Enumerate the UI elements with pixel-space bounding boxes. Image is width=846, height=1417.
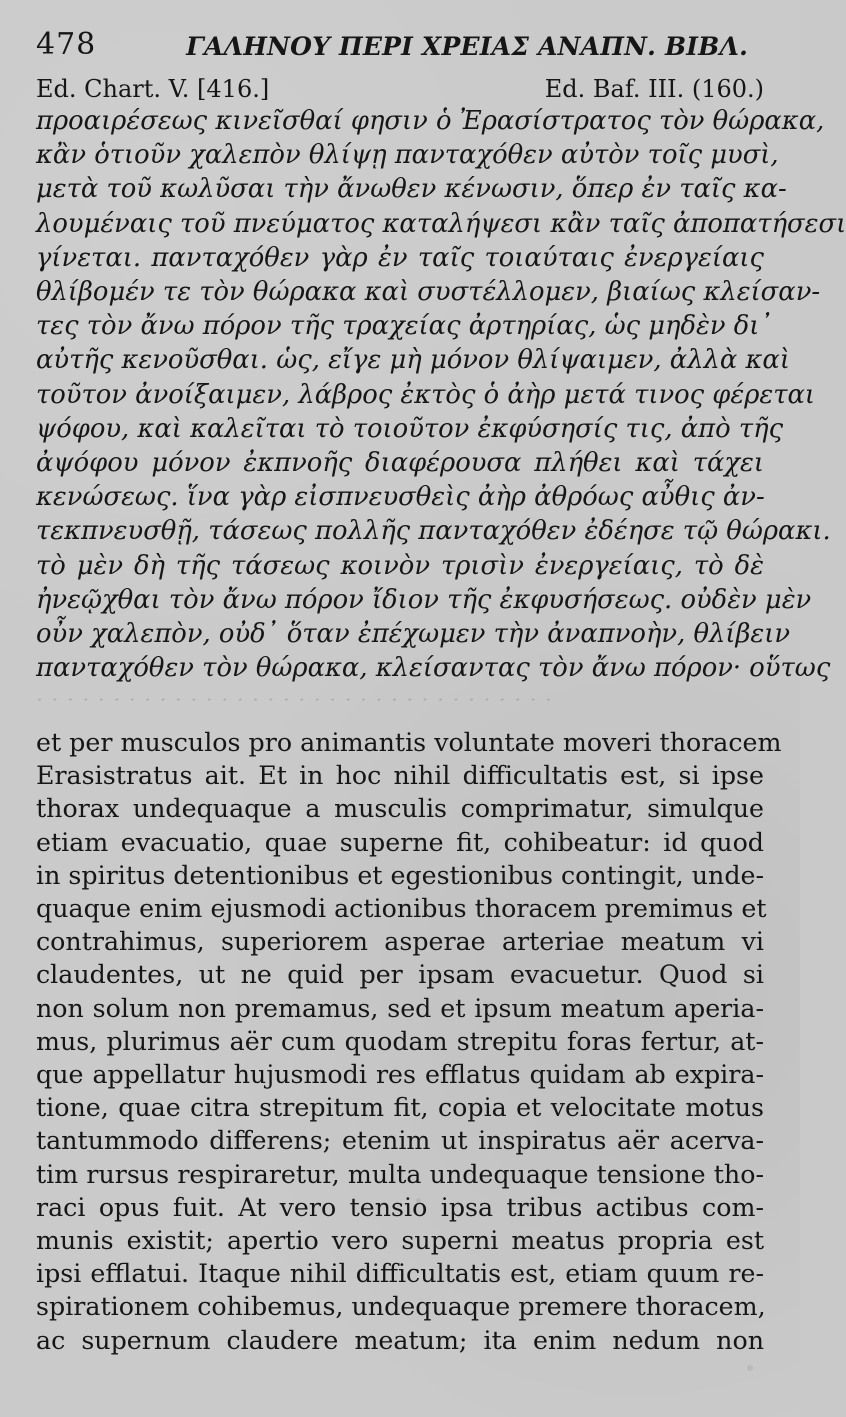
- greek-text-line: τες τὸν ἄνω πόρον τῆς τραχείας ἀρτηρίας, ὡς μηδὲν δι᾽: [36, 311, 773, 342]
- chart-edition-reference: Ed. Chart. V. [416.]: [36, 75, 270, 103]
- bleed-through-text: · · · · · · · · · · · · · · · · · · · · · · · · · · · · · · · · · ·: [36, 691, 553, 709]
- latin-text-line: tim rursus respiraretur, multa undequaque tensione tho-: [36, 1159, 764, 1189]
- greek-text-line: ἠνεῷχθαι τὸν ἄνω πόρον ἴδιον τῆς ἐκφυσήσεως. οὐδὲν μὲν: [36, 584, 812, 615]
- latin-text-line: spirationem cohibemus, undequaque premere thoracem,: [36, 1292, 766, 1322]
- basel-edition-reference: Ed. Baf. III. (160.): [544, 75, 764, 103]
- scan-speck: [747, 1365, 753, 1371]
- greek-text-line: τὸ μὲν δὴ τῆς τάσεως κοινὸν τρισὶν ἐνεργείαις, τὸ δὲ: [36, 550, 764, 581]
- greek-text-line: προαιρέσεως κινεῖσθαί φησιν ὁ Ἐρασίστρατος τὸν θώρακα,: [36, 106, 825, 136]
- greek-text-line: μετὰ τοῦ κωλῦσαι τὴν ἄνωθεν κένωσιν, ὅπερ ἐν ταῖς κα-: [36, 174, 787, 205]
- latin-text-line: munis existit; apertio vero superni meatus propria est: [36, 1226, 764, 1256]
- greek-text-line: κἂν ὁτιοῦν χαλεπὸν θλίψῃ πανταχόθεν αὐτὸν τοῖς μυσὶ,: [36, 140, 779, 171]
- running-title: ΓΑΛΗΝΟΥ ΠΕΡΙ ΧΡΕΙΑΣ ΑΝΑΠΝ. ΒΙΒΛ.: [186, 32, 748, 61]
- greek-text-line: κενώσεως. ἵνα γὰρ εἰσπνευσθεὶς ἀὴρ ἀθρόως αὖθις ἀν-: [36, 482, 765, 513]
- latin-text-line: etiam evacuatio, quae superne fit, cohibeatur: id quod: [36, 827, 764, 857]
- latin-text-line: raci opus fuit. At vero tensio ipsa tribus actibus com-: [36, 1192, 764, 1222]
- edition-references: [36, 74, 764, 104]
- greek-text-line: θλίβομέν τε τὸν θώρακα καὶ συστέλλομεν, βιαίως κλείσαν-: [36, 277, 821, 308]
- page-header: [36, 28, 764, 68]
- greek-text-line: ἀψόφου μόνον ἐκπνοῆς διαφέρουσα πλήθει καὶ τάχει: [36, 448, 764, 479]
- latin-text-line: claudentes, ut ne quid per ipsam evacuetur. Quod si: [36, 960, 764, 990]
- latin-text-line: tione, quae citra strepitum fit, copia et velocitate motus: [36, 1093, 764, 1123]
- greek-text-line: τοῦτον ἀνοίξαιμεν, λάβρος ἐκτὸς ὁ ἀὴρ μετά τινος φέρεται: [36, 379, 816, 410]
- greek-text-line: λουμέναις τοῦ πνεύματος καταλήψεσι κἂν ταῖς ἀποπατήσεσι: [36, 208, 846, 239]
- greek-text-line: τεκπνευσθῇ, τάσεως πολλῆς πανταχόθεν ἐδέησε τῷ θώρακι.: [36, 516, 831, 547]
- latin-text-line: non solum non premamus, sed et ipsum meatum aperia-: [36, 993, 764, 1023]
- latin-text-line: que appellatur hujusmodi res efflatus quidam ab expira-: [36, 1060, 764, 1090]
- latin-text-line: mus, plurimus aër cum quodam strepitu foras fertur, at-: [36, 1026, 764, 1056]
- latin-text-line: thorax undequaque a musculis comprimatur, simulque: [36, 794, 764, 824]
- greek-text-line: πανταχόθεν τὸν θώρακα, κλείσαντας τὸν ἄνω πόρον· οὕτως: [36, 653, 831, 684]
- latin-text-block: [36, 726, 782, 1357]
- greek-text-line: οὖν χαλεπὸν, οὐδ᾽ ὅταν ἐπέχωμεν τὴν ἀναπνοὴν, θλίβειν: [36, 619, 791, 650]
- latin-text-line: Erasistratus ait. Et in hoc nihil difficultatis est, si ipse: [36, 761, 764, 791]
- page-number: 478: [36, 27, 97, 62]
- latin-text-line: quaque enim ejusmodi actionibus thoracem premimus et: [36, 894, 767, 924]
- greek-text-line: ψόφου, καὶ καλεῖται τὸ τοιοῦτον ἐκφύσησίς τις, ἀπὸ τῆς: [36, 413, 784, 444]
- latin-text-line: ipsi efflatui. Itaque nihil difficultatis est, etiam quum re-: [36, 1259, 764, 1289]
- latin-text-line: et per musculos pro animantis voluntate moveri thoracem: [36, 728, 782, 757]
- greek-text-block: [36, 104, 846, 685]
- latin-text-line: in spiritus detentionibus et egestionibus contingit, unde-: [36, 860, 765, 890]
- latin-text-line: contrahimus, superiorem asperae arteriae meatum vi: [36, 927, 764, 957]
- greek-text-line: γίνεται. πανταχόθεν γὰρ ἐν ταῖς τοιαύταις ἐνεργείαις: [36, 242, 764, 273]
- latin-text-line: ac supernum claudere meatum; ita enim nedum non: [36, 1325, 764, 1355]
- latin-text-line: tantummodo differens; etenim ut inspiratus aër acerva-: [36, 1126, 764, 1156]
- greek-text-line: αὐτῆς κενοῦσθαι. ὡς, εἴγε μὴ μόνον θλίψαιμεν, ἀλλὰ καὶ: [36, 345, 790, 376]
